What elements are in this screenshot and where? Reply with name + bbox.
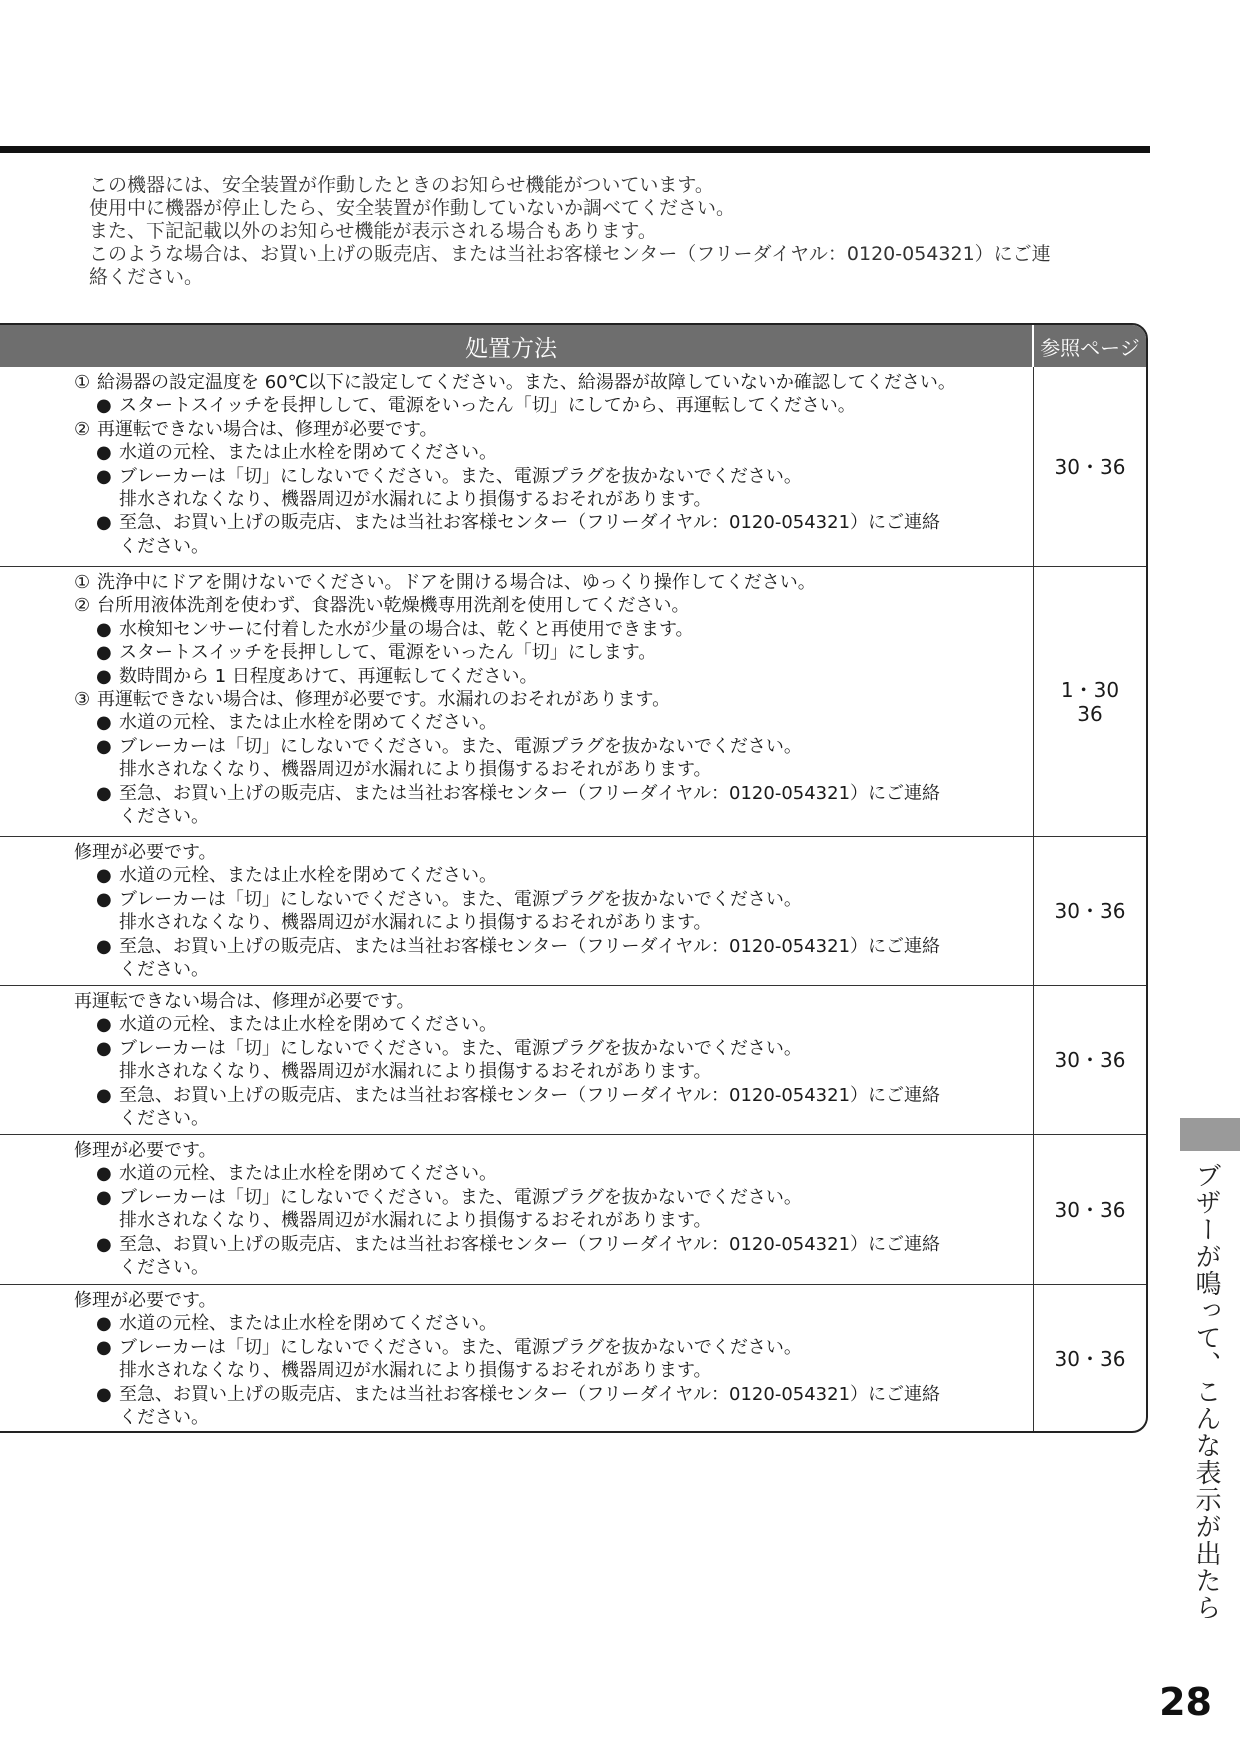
remedy-line xyxy=(0,1312,1033,1335)
remedy-line xyxy=(0,864,1033,887)
remedy-text: ください。 xyxy=(119,535,209,557)
bullet-marker: ● xyxy=(96,1313,112,1335)
bullet-marker: ● xyxy=(96,642,112,664)
remedy-text: 再運転できない場合は、修理が必要です。 xyxy=(97,418,438,440)
bullet-marker: ● xyxy=(96,512,112,534)
remedy-line xyxy=(0,935,1033,958)
remedy-cell xyxy=(0,986,1034,1134)
bullet-marker: ● xyxy=(96,465,112,487)
remedy-table xyxy=(0,323,1148,1433)
bullet-marker: ● xyxy=(96,888,112,910)
remedy-cell xyxy=(0,567,1034,836)
remedy-text: 排水されなくなり、機器周辺が水漏れにより損傷するおそれがあります。 xyxy=(119,1210,712,1232)
table-row xyxy=(0,367,1146,566)
remedy-cell xyxy=(0,837,1034,985)
number-marker: ② xyxy=(74,595,91,617)
intro-text xyxy=(89,174,1149,289)
remedy-line xyxy=(0,665,1033,688)
remedy-line xyxy=(0,688,1033,711)
bullet-marker: ● xyxy=(96,618,112,640)
remedy-line xyxy=(0,711,1033,734)
top-rule xyxy=(0,146,1150,153)
remedy-text: 給湯器の設定温度を 60℃以下に設定してください。また、給湯器が故障していないか確認してください。 xyxy=(97,372,956,393)
reference-page-cell: 30・36 xyxy=(1054,899,1126,923)
table-row xyxy=(0,1134,1146,1284)
bullet-marker: ● xyxy=(96,1014,112,1036)
remedy-line xyxy=(0,782,1033,805)
bullet-marker: ● xyxy=(96,782,112,804)
bullet-marker: ● xyxy=(96,935,112,957)
reference-page-cell: 30・36 xyxy=(1054,1347,1126,1371)
table-header xyxy=(0,325,1146,367)
remedy-text: ください。 xyxy=(119,959,209,981)
table-row xyxy=(0,566,1146,836)
remedy-text: ブレーカーは「切」にしないでください。また、電源プラグを抜かないでください。 xyxy=(119,888,802,910)
reference-page-cell: 30・36 xyxy=(1054,1048,1126,1072)
remedy-text: 排水されなくなり、機器周辺が水漏れにより損傷するおそれがあります。 xyxy=(119,912,712,934)
remedy-line xyxy=(0,1256,1033,1279)
remedy-text: 排水されなくなり、機器周辺が水漏れにより損傷するおそれがあります。 xyxy=(119,489,712,511)
intro-line: 絡ください。 xyxy=(89,266,204,288)
remedy-text: スタートスイッチを長押しして、電源をいったん「切」にしてから、再運転してください。 xyxy=(119,395,856,417)
table-row xyxy=(0,1284,1146,1433)
remedy-text: 水道の元栓、または止水栓を閉めてください。 xyxy=(119,1163,497,1185)
bullet-marker: ● xyxy=(96,712,112,734)
remedy-text: ブレーカーは「切」にしないでください。また、電源プラグを抜かないでください。 xyxy=(119,465,802,487)
remedy-cell xyxy=(0,1135,1034,1284)
remedy-text: 水道の元栓、または止水栓を閉めてください。 xyxy=(119,1313,497,1335)
remedy-text: 至急、お買い上げの販売店、または当社お客様センター（フリーダイヤル：0120-054321）にご連絡 xyxy=(119,1233,941,1255)
remedy-text: 排水されなくなり、機器周辺が水漏れにより損傷するおそれがあります。 xyxy=(119,1360,712,1382)
remedy-text: ください。 xyxy=(119,1108,209,1130)
remedy-line xyxy=(0,394,1033,417)
remedy-line xyxy=(0,371,1033,394)
remedy-text: 水検知センサーに付着した水が少量の場合は、乾くと再使用できます。 xyxy=(119,618,694,640)
remedy-line xyxy=(0,1209,1033,1232)
remedy-line xyxy=(0,758,1033,781)
remedy-text: 至急、お買い上げの販売店、または当社お客様センター（フリーダイヤル：0120-054321）にご連絡 xyxy=(119,1084,941,1106)
remedy-line xyxy=(0,1162,1033,1185)
remedy-text: 台所用液体洗剤を使わず、食器洗い乾燥機専用洗剤を使用してください。 xyxy=(97,595,690,617)
remedy-text: 至急、お買い上げの販売店、または当社お客様センター（フリーダイヤル：0120-054321）にご連絡 xyxy=(119,782,941,804)
bullet-marker: ● xyxy=(96,1037,112,1059)
remedy-text: ください。 xyxy=(119,1257,209,1279)
remedy-text: 至急、お買い上げの販売店、または当社お客様センター（フリーダイヤル：0120-054321）にご連絡 xyxy=(119,512,941,534)
section-tab-marker xyxy=(1180,1118,1240,1151)
remedy-line xyxy=(0,1359,1033,1382)
bullet-marker: ● xyxy=(96,1336,112,1358)
remedy-line xyxy=(0,535,1033,558)
remedy-text: 水道の元栓、または止水栓を閉めてください。 xyxy=(119,1014,497,1036)
remedy-line xyxy=(0,594,1033,617)
number-marker: ② xyxy=(74,418,91,440)
remedy-text: 排水されなくなり、機器周辺が水漏れにより損傷するおそれがあります。 xyxy=(119,759,712,781)
bullet-marker: ● xyxy=(96,865,112,887)
number-marker: ① xyxy=(74,372,91,393)
number-marker: ③ xyxy=(74,689,91,711)
remedy-text: 再運転できない場合は、修理が必要です。 xyxy=(74,991,415,1012)
page-number: 28 xyxy=(1159,1680,1212,1724)
remedy-text: ブレーカーは「切」にしないでください。また、電源プラグを抜かないでください。 xyxy=(119,1336,802,1358)
remedy-text: スタートスイッチを長押しして、電源をいったん「切」にします。 xyxy=(119,642,657,664)
remedy-line xyxy=(0,888,1033,911)
remedy-text: ください。 xyxy=(119,806,209,828)
remedy-text: 再運転できない場合は、修理が必要です。水漏れのおそれがあります。 xyxy=(97,689,671,711)
intro-line: この機器には、安全装置が作動したときのお知らせ機能がついています。 xyxy=(89,174,714,196)
remedy-text: ブレーカーは「切」にしないでください。また、電源プラグを抜かないでください。 xyxy=(119,735,802,757)
remedy-line xyxy=(0,1406,1033,1429)
remedy-line xyxy=(0,1139,1033,1162)
remedy-line xyxy=(0,805,1033,828)
remedy-line xyxy=(0,1233,1033,1256)
intro-line: また、下記記載以外のお知らせ機能が表示される場合もあります。 xyxy=(89,220,657,242)
remedy-cell xyxy=(0,367,1034,566)
bullet-marker: ● xyxy=(96,735,112,757)
reference-page-cell: 30・36 xyxy=(1054,454,1126,479)
remedy-line xyxy=(0,1289,1033,1312)
section-side-label: ブザーが鳴って、こんな表示が出たら xyxy=(1191,1162,1221,1621)
table-row xyxy=(0,836,1146,985)
bullet-marker: ● xyxy=(96,1383,112,1405)
remedy-line xyxy=(0,735,1033,758)
remedy-text: 排水されなくなり、機器周辺が水漏れにより損傷するおそれがあります。 xyxy=(119,1061,712,1083)
bullet-marker: ● xyxy=(96,395,112,417)
remedy-text: 修理が必要です。 xyxy=(74,1140,217,1161)
remedy-text: ください。 xyxy=(119,1407,209,1429)
remedy-line xyxy=(0,571,1033,594)
remedy-text: ブレーカーは「切」にしないでください。また、電源プラグを抜かないでください。 xyxy=(119,1186,802,1208)
remedy-text: 至急、お買い上げの販売店、または当社お客様センター（フリーダイヤル：0120-054321）にご連絡 xyxy=(119,935,941,957)
bullet-marker: ● xyxy=(96,1186,112,1208)
remedy-text: 修理が必要です。 xyxy=(74,1290,217,1311)
remedy-line xyxy=(0,841,1033,864)
number-marker: ① xyxy=(74,572,91,593)
remedy-line xyxy=(0,911,1033,934)
remedy-line xyxy=(0,1037,1033,1060)
bullet-marker: ● xyxy=(96,442,112,464)
remedy-line xyxy=(0,465,1033,488)
intro-line: このような場合は、お買い上げの販売店、または当社お客様センター（フリーダイヤル：0120-054321）にご連 xyxy=(89,243,1051,265)
remedy-line xyxy=(0,1060,1033,1083)
bullet-marker: ● xyxy=(96,1163,112,1185)
remedy-text: 水道の元栓、または止水栓を閉めてください。 xyxy=(119,865,497,887)
remedy-text: ブレーカーは「切」にしないでください。また、電源プラグを抜かないでください。 xyxy=(119,1037,802,1059)
remedy-line xyxy=(0,1084,1033,1107)
remedy-line xyxy=(0,990,1033,1013)
remedy-line xyxy=(0,441,1033,464)
remedy-line xyxy=(0,1336,1033,1359)
remedy-line xyxy=(0,418,1033,441)
intro-line: 使用中に機器が停止したら、安全装置が作動していないか調べてください。 xyxy=(89,197,736,219)
bullet-marker: ● xyxy=(96,665,112,687)
reference-page-cell: 30・36 xyxy=(1054,1197,1126,1222)
remedy-line xyxy=(0,641,1033,664)
remedy-line xyxy=(0,1383,1033,1406)
remedy-text: 至急、お買い上げの販売店、または当社お客様センター（フリーダイヤル：0120-054321）にご連絡 xyxy=(119,1383,941,1405)
bullet-marker: ● xyxy=(96,1233,112,1255)
header-remedy: 処置方法 xyxy=(0,325,1034,367)
remedy-line xyxy=(0,618,1033,641)
remedy-text: 修理が必要です。 xyxy=(74,842,217,863)
remedy-text: 水道の元栓、または止水栓を閉めてください。 xyxy=(119,442,497,464)
header-reference-page: 参照ページ xyxy=(1040,335,1140,360)
remedy-text: 洗浄中にドアを開けないでください。ドアを開ける場合は、ゆっくり操作してください。 xyxy=(97,572,816,593)
remedy-line xyxy=(0,1186,1033,1209)
remedy-line xyxy=(0,958,1033,981)
remedy-line xyxy=(0,511,1033,534)
remedy-line xyxy=(0,488,1033,511)
remedy-cell xyxy=(0,1285,1034,1433)
remedy-text: 水道の元栓、または止水栓を閉めてください。 xyxy=(119,712,497,734)
remedy-text: 数時間から 1 日程度あけて、再運転してください。 xyxy=(119,665,538,687)
remedy-line xyxy=(0,1013,1033,1036)
reference-page-cell: 1・30 36 xyxy=(1060,677,1120,726)
table-row xyxy=(0,985,1146,1134)
bullet-marker: ● xyxy=(96,1084,112,1106)
remedy-line xyxy=(0,1107,1033,1130)
